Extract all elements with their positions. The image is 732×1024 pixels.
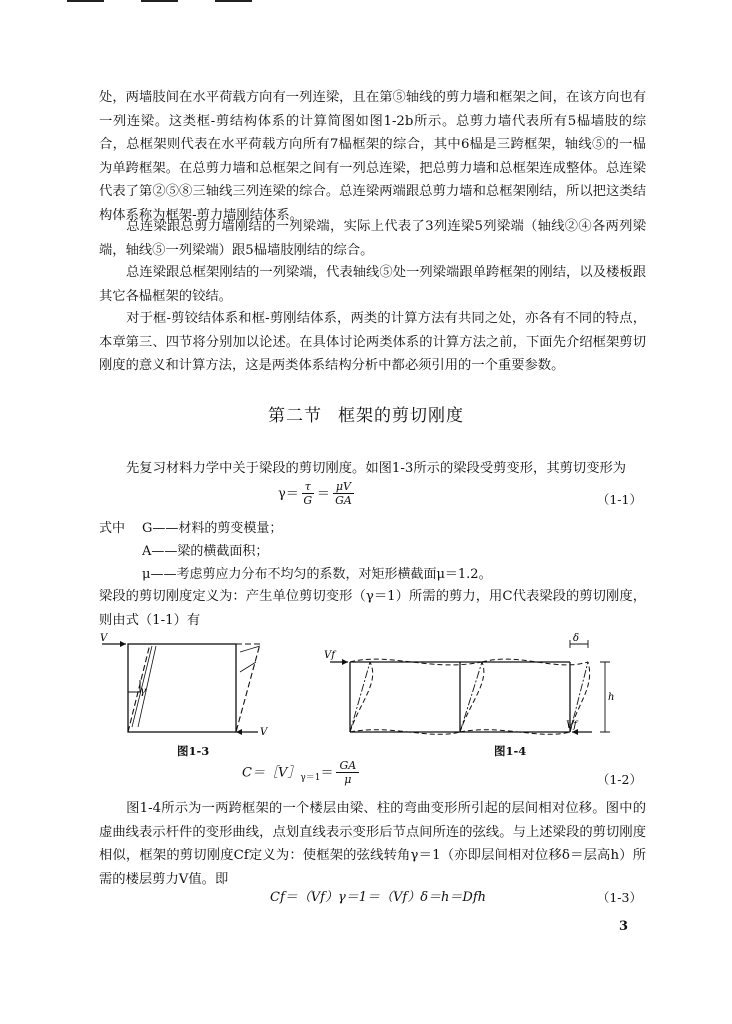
definition-item: A——梁的横截面积； [142, 544, 269, 559]
page-number: 3 [619, 919, 629, 934]
definition-row-3 [99, 563, 492, 586]
fig14-deformed-curves [350, 659, 590, 734]
fig14-force-top-label: Vf [324, 650, 335, 661]
eq1-lhs: γ＝ [278, 486, 299, 502]
fig13-arrowhead-top [120, 641, 126, 647]
equation-1-1 [278, 481, 357, 507]
paragraph-2-text: 总连梁跟总剪力墙刚结的一列梁端，实际上代表了3列连梁5列梁端（轴线②④各两列梁端，轴线⑤一列梁端）跟5榀墙肢刚结的综合。 [99, 219, 646, 258]
fig14-force-bottom-label: Vf [566, 720, 577, 731]
figure-1-3-caption: 图1-3 [177, 744, 210, 758]
fig14-height-label: h [608, 692, 615, 703]
fig13-force-top-label: V [100, 633, 108, 644]
paragraph-3-text: 总连梁跟总框架刚结的一列梁端，代表轴线⑤处一列梁端跟单跨框架的刚结，以及楼板跟其它各榀框架的铰结。 [99, 265, 646, 304]
paragraph-5-text: 先复习材料力学中关于梁段的剪切刚度。如图1-3所示的梁段受剪变形，其剪切变形为 [126, 461, 627, 476]
eq2-equals: ＝ [320, 765, 334, 781]
eq1-equals: ＝ [316, 486, 330, 502]
paragraph-3 [99, 261, 646, 308]
paragraph-4 [99, 307, 646, 378]
fig14-frame [350, 662, 570, 732]
equation-number-1-2: （1-2） [596, 772, 642, 787]
paragraph-5 [99, 457, 646, 481]
fig13-angle-marker [128, 680, 140, 692]
top-rule-1 [67, 0, 104, 2]
paragraph-1: 处，两墙肢间在水平荷载方向有一列连梁，且在第⑤轴线的剪力墙和框架之间，在该方向也有一列连梁。这类框-剪结构体系的计算简图如图1-2b所示。总剪力墙代表所有5榀墙肢的综合，总框架则代表在水平荷载方向所有7榀框架的综合，其中6榀是三跨框架，轴线⑤的一榀为单跨框架。在总剪力墙和总框架之间有一列总连梁，把总剪力墙和总框架连成整体。总连梁代表了第②⑤⑧三轴线三列连梁的综合。总连梁两端跟总剪力墙和总框架刚结，所以把这类结构体系称为框架-剪力墙刚结体系。 [99, 90, 646, 223]
equation-1-2 [242, 760, 362, 786]
section-heading [0, 401, 732, 426]
top-rule-2 [141, 0, 178, 2]
eq1-num1: τ [302, 481, 314, 494]
fig13-hatch [132, 646, 260, 727]
eq2-frac [336, 760, 359, 786]
fig13-angle-label: γ [140, 686, 146, 697]
eq1-frac2 [333, 481, 354, 507]
paragraph-6: 梁段的剪切刚度定义为：产生单位剪切变形（γ＝1）所需的剪力，用C代表梁段的剪切刚度，则由式（1-1）有 [99, 589, 646, 628]
eq1-den2: GA [335, 494, 352, 507]
figure-1-3 [100, 632, 280, 742]
definition-prefix: 式中 [99, 521, 126, 536]
figure-1-4 [320, 632, 620, 752]
eq1-num2: μV [333, 481, 354, 494]
eq1-frac1 [302, 481, 314, 507]
section-number: 第二节 [268, 406, 322, 426]
eq1-den1: G [303, 494, 313, 507]
definition-item: G——材料的剪变模量； [142, 521, 283, 536]
eq2-num: GA [336, 760, 359, 773]
eq2-den: μ [344, 773, 352, 786]
fig14-chords [350, 662, 588, 732]
equation-number-1-1: （1-1） [596, 492, 642, 507]
definition-row-2 [99, 540, 492, 563]
fig13-deformed-shape [128, 644, 260, 732]
paragraph-4-text: 对于框-剪铰结体系和框-剪刚结体系，两类的计算方法有共同之处，亦各有不同的特点，本章第三、四节将分别加以论述。在具体讨论两类体系的计算方法之前，下面先介绍框架剪切刚度的意义和计算方法，这是两类体系结构分析中都必须引用的一个重要参数。 [99, 311, 646, 373]
eq2-sub: γ＝1 [300, 773, 321, 784]
definition-item: μ——考虑剪应力分布不均匀的系数，对矩形横截面μ＝1.2。 [142, 567, 492, 582]
fig14-delta-label: δ [573, 633, 580, 644]
figure-1-4-caption: 图1-4 [494, 744, 527, 758]
equation-1-3: Cf＝（Vf）γ＝1＝（Vf）δ＝h＝Dfh [270, 890, 487, 905]
eq2-lhs: C＝［V］ [242, 765, 301, 781]
equation-number-1-3: （1-3） [596, 890, 642, 905]
fig13-force-bottom-label: V [260, 727, 268, 738]
paragraph-7 [99, 797, 646, 891]
definition-list [99, 517, 492, 586]
paragraph-7-text: 图1-4所示为一两跨框架的一个楼层由梁、柱的弯曲变形所引起的层间相对位移。图中的虚曲线表示杆件的变形曲线，点划直线表示变形后节点间所连的弦线。与上述梁段的剪切刚度相似，框架的剪切刚度Cf定义为：使框架的弦线转角γ＝1（亦即层间相对位移δ＝层高h）所需的楼层剪力V值。即 [99, 801, 646, 887]
fig14-arrowhead-top [342, 659, 348, 665]
top-rule-3 [215, 0, 252, 2]
definition-row-1 [99, 517, 492, 540]
paragraph-2 [99, 215, 646, 262]
section-title: 框架的剪切刚度 [338, 406, 464, 426]
